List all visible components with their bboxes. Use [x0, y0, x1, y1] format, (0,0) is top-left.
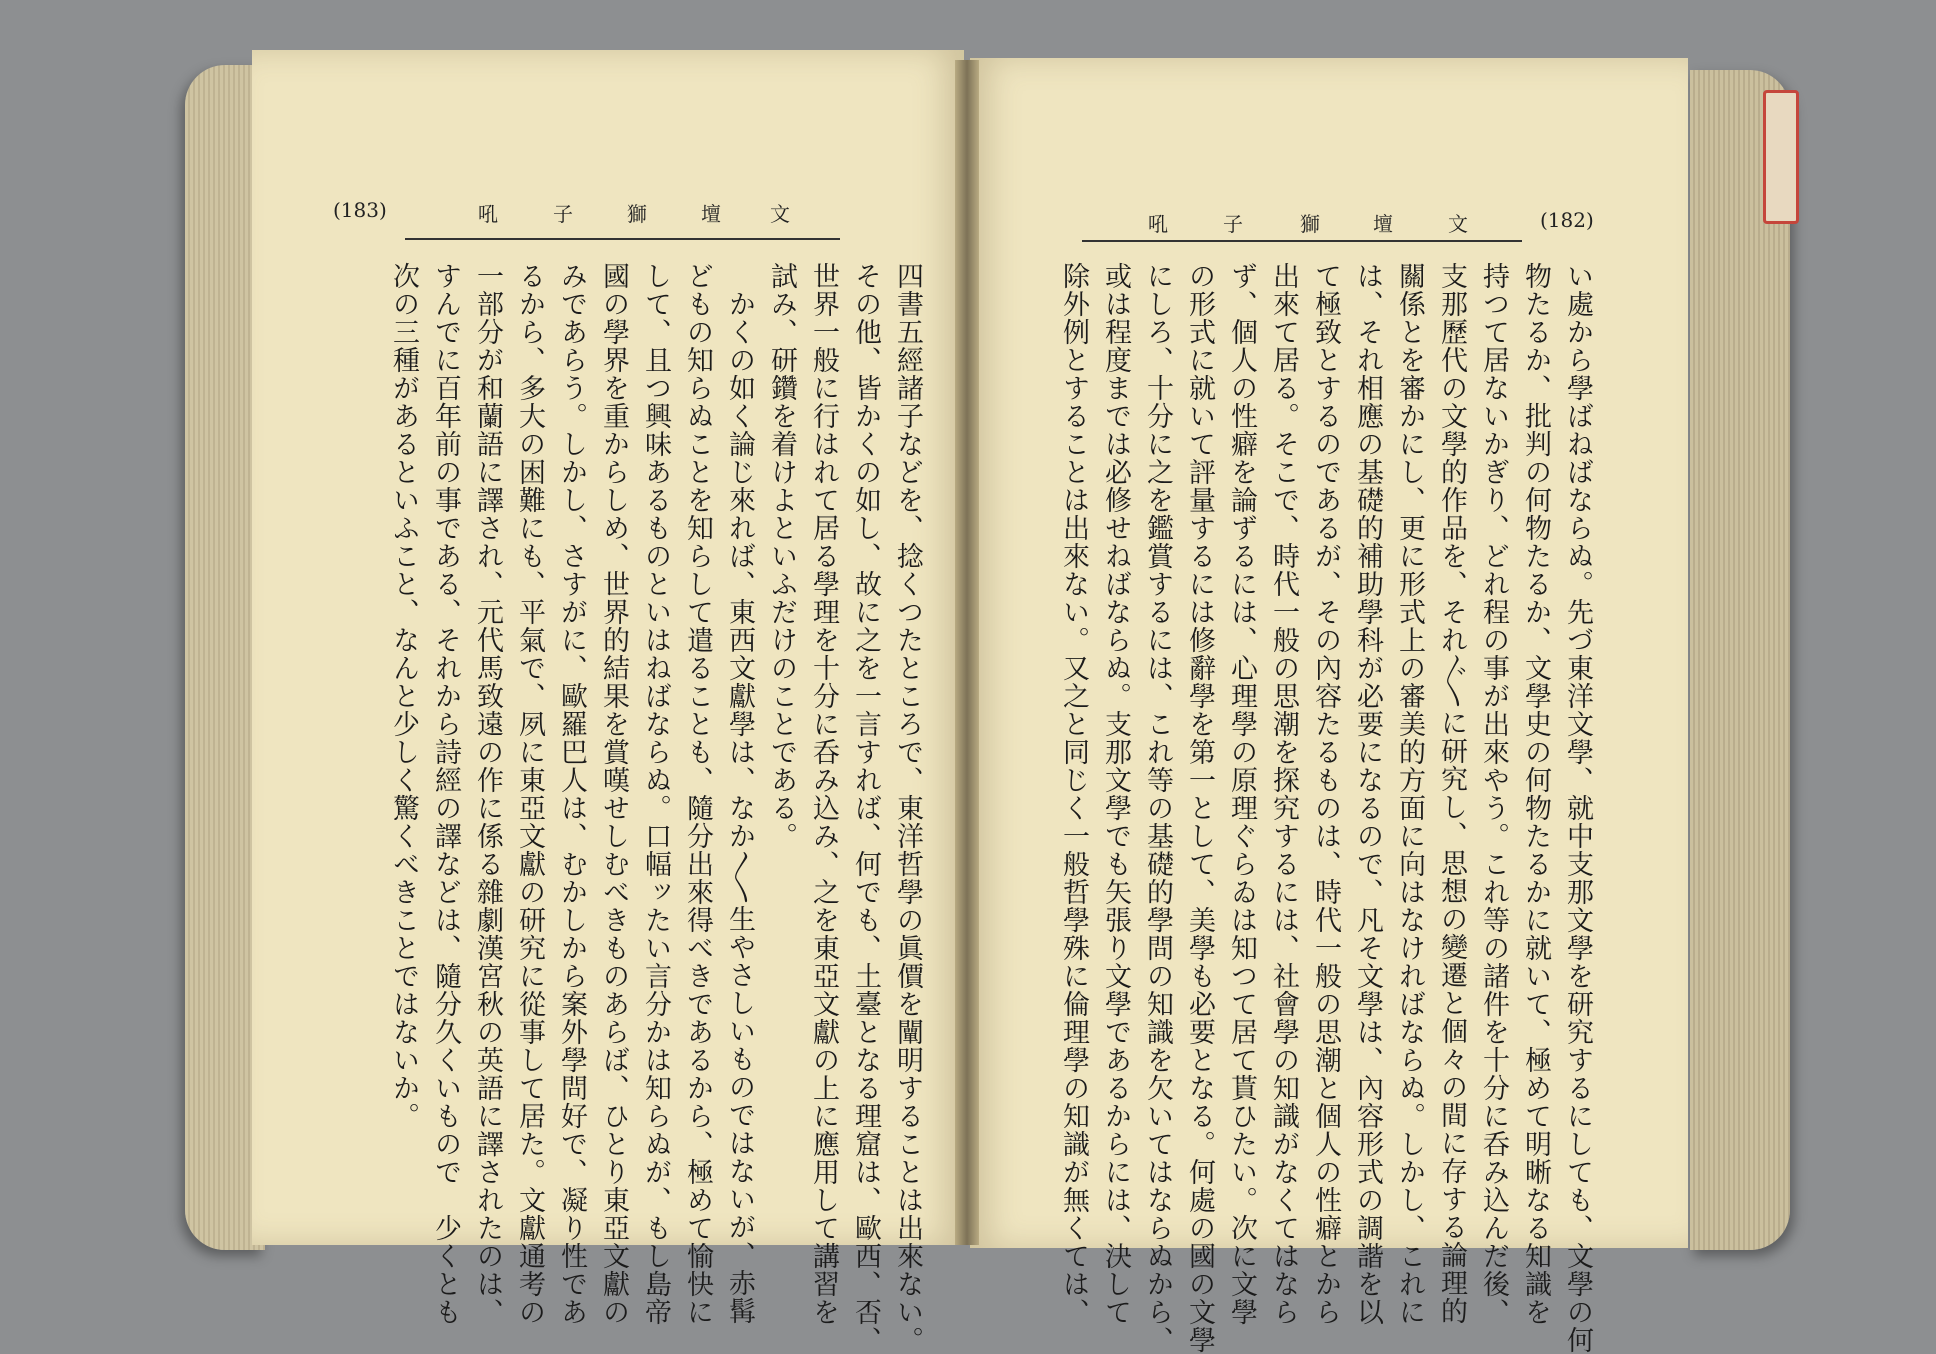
text-column: 試み、研鑽を着けよといふだけのことである。	[766, 262, 797, 850]
text-column: 一部分が和蘭語に譯され、元代馬致遠の作に係る雜劇漢宮秋の英語に譯されたのは、	[472, 262, 503, 1326]
text-column: 次の三種があるといふこと、なんと少しく驚くべきことではないか。	[388, 262, 419, 1130]
running-head-char: 文	[1448, 212, 1468, 236]
running-head-char: 獅	[1300, 212, 1320, 236]
running-head-char: 吼	[1148, 212, 1168, 236]
running-head-char: 子	[1223, 212, 1243, 236]
text-column: るから、多大の困難にも、平氣で、夙に東亞文獻の研究に從事して居た。文獻通考の	[514, 262, 545, 1326]
text-column: 國の學界を重からしめ、世界的結果を賞嘆せしむべきものあらば、ひとり東亞文獻の	[598, 262, 629, 1326]
header-rule-right	[1082, 240, 1522, 242]
red-label-tab	[1763, 90, 1799, 224]
text-column: 四書五經諸子などを、捻くつたところで、東洋哲學の眞價を闡明することは出來ない。	[892, 262, 923, 1354]
text-column: 持つて居ないかぎり、どれ程の事が出來やう。これ等の諸件を十分に呑み込んだ後、	[1478, 262, 1509, 1326]
text-column: て極致とするのであるが、その內容たるものは、時代一般の思潮と個人の性癖とから	[1310, 262, 1341, 1326]
text-column: みであらう。しかし、さすがに、歐羅巴人は、むかしから案外學問好で、凝り性であ	[556, 262, 587, 1326]
text-column: 世界一般に行はれて居る學理を十分に呑み込み、之を東亞文獻の上に應用して講習を	[808, 262, 839, 1326]
text-column: すんでに百年前の事である、それから詩經の譯などは、隨分久くいもので 少くとも	[430, 262, 461, 1326]
page-number-right: (182)	[1540, 208, 1594, 232]
running-head-char: 壇	[1373, 212, 1393, 236]
text-column: かくの如く論じ來れば、東西文獻學は、なか〳〵生やさしいものではないが、赤髯	[724, 290, 755, 1325]
text-column: は、それ相應の基礎的補助學科が必要になるので、凡そ文學は、內容形式の調諧を以	[1352, 262, 1383, 1326]
text-column: して、且つ興味あるものといはねばならぬ。口幅ッたい言分かは知らぬが、もし島帝	[640, 262, 671, 1326]
text-column: 出來て居る。そこで、時代一般の思潮を探究するには、社會學の知識がなくてはなら	[1268, 262, 1299, 1326]
running-head-char: 壇	[701, 202, 721, 226]
text-column: その他、皆かくの如し、故に之を一言すれば、何でも、土臺となる理窟は、歐西、否、	[850, 262, 881, 1354]
book-gutter	[955, 60, 979, 1245]
page-number-left: (183)	[333, 198, 387, 222]
text-column: 除外例とすることは出來ない。又之と同じく一般哲學殊に倫理學の知識が無くては、	[1058, 262, 1089, 1326]
running-head-char: 獅	[627, 202, 647, 226]
text-column: 物たるか、批判の何物たるか、文學史の何物たるかに就いて、極めて明晰なる知識を	[1520, 262, 1551, 1326]
running-head-char: 吼	[478, 202, 498, 226]
text-column: にしろ、十分に之を鑑賞するには、これ等の基礎的學問の知識を欠いてはならぬから、	[1142, 262, 1173, 1354]
text-column: い處から學ばねばならぬ。先づ東洋文學、就中支那文學を研究するにしても、文學の何	[1562, 262, 1593, 1354]
text-column: ず、個人の性癖を論ずるには、心理學の原理ぐらゐは知つて居て貰ひたい。次に文學	[1226, 262, 1257, 1326]
text-column: の形式に就いて評量するには修辭學を第一として、美學も必要となる。何處の國の文學	[1184, 262, 1215, 1354]
header-rule-left	[405, 238, 840, 240]
running-head-char: 子	[553, 202, 573, 226]
right-page-edges	[1690, 70, 1790, 1250]
text-column: どもの知らぬことを知らして遣ることも、隨分出來得べきであるから、極めて愉快に	[682, 262, 713, 1326]
text-column: 關係とを審かにし、更に形式上の審美的方面に向はなければならぬ。しかし、これに	[1394, 262, 1425, 1326]
running-head-char: 文	[770, 202, 790, 226]
text-column: 或は程度までは必修せねばならぬ。支那文學でも矢張り文學であるからには、決して	[1100, 262, 1131, 1326]
text-column: 支那歷代の文學的作品を、それ〴〵に研究し、思想の變遷と個々の間に存する論理的	[1436, 262, 1467, 1325]
